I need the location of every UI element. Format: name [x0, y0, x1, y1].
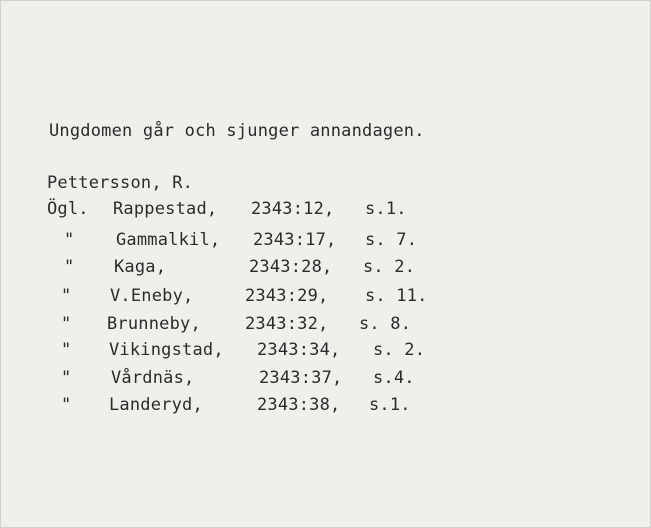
entry-place: Gammalkil,	[116, 230, 221, 250]
entry-ref: 2343:29,	[245, 286, 329, 306]
entry-ref: 2343:17,	[253, 230, 337, 250]
entry-ref: 2343:32,	[245, 314, 329, 334]
entry-ref: 2343:34,	[257, 340, 341, 360]
entry-place: Vårdnäs,	[111, 368, 195, 388]
entry-prefix: "	[61, 286, 72, 306]
entry-ref: 2343:37,	[259, 368, 343, 388]
entry-ref: 2343:38,	[257, 395, 341, 415]
entry-prefix: "	[61, 340, 72, 360]
entry-page: s. 8.	[359, 314, 412, 334]
entry-place: Brunneby,	[107, 314, 201, 334]
entry-place: Vikingstad,	[109, 340, 224, 360]
entry-prefix: "	[61, 314, 72, 334]
entry-page: s.4.	[373, 368, 415, 388]
entry-prefix: "	[64, 230, 75, 250]
entry-place: Landeryd,	[109, 395, 203, 415]
entry-ref: 2343:12,	[251, 199, 335, 219]
entry-page: s. 2.	[373, 340, 426, 360]
entry-place: Kaga,	[114, 257, 167, 277]
entry-prefix: "	[61, 395, 72, 415]
entry-page: s. 7.	[365, 230, 418, 250]
entry-prefix: "	[64, 257, 75, 277]
entry-prefix: Ögl.	[47, 199, 89, 219]
entry-ref: 2343:28,	[249, 257, 333, 277]
entry-prefix: "	[61, 368, 72, 388]
entry-page: s.1.	[369, 395, 411, 415]
entry-page: s.1.	[365, 199, 407, 219]
entry-place: Rappestad,	[113, 199, 218, 219]
entry-page: s. 11.	[365, 286, 428, 306]
entry-place: V.Eneby,	[110, 286, 194, 306]
entry-page: s. 2.	[363, 257, 416, 277]
person-name: Pettersson, R.	[47, 173, 194, 193]
card-heading: Ungdomen går och sjunger annandagen.	[49, 121, 425, 141]
